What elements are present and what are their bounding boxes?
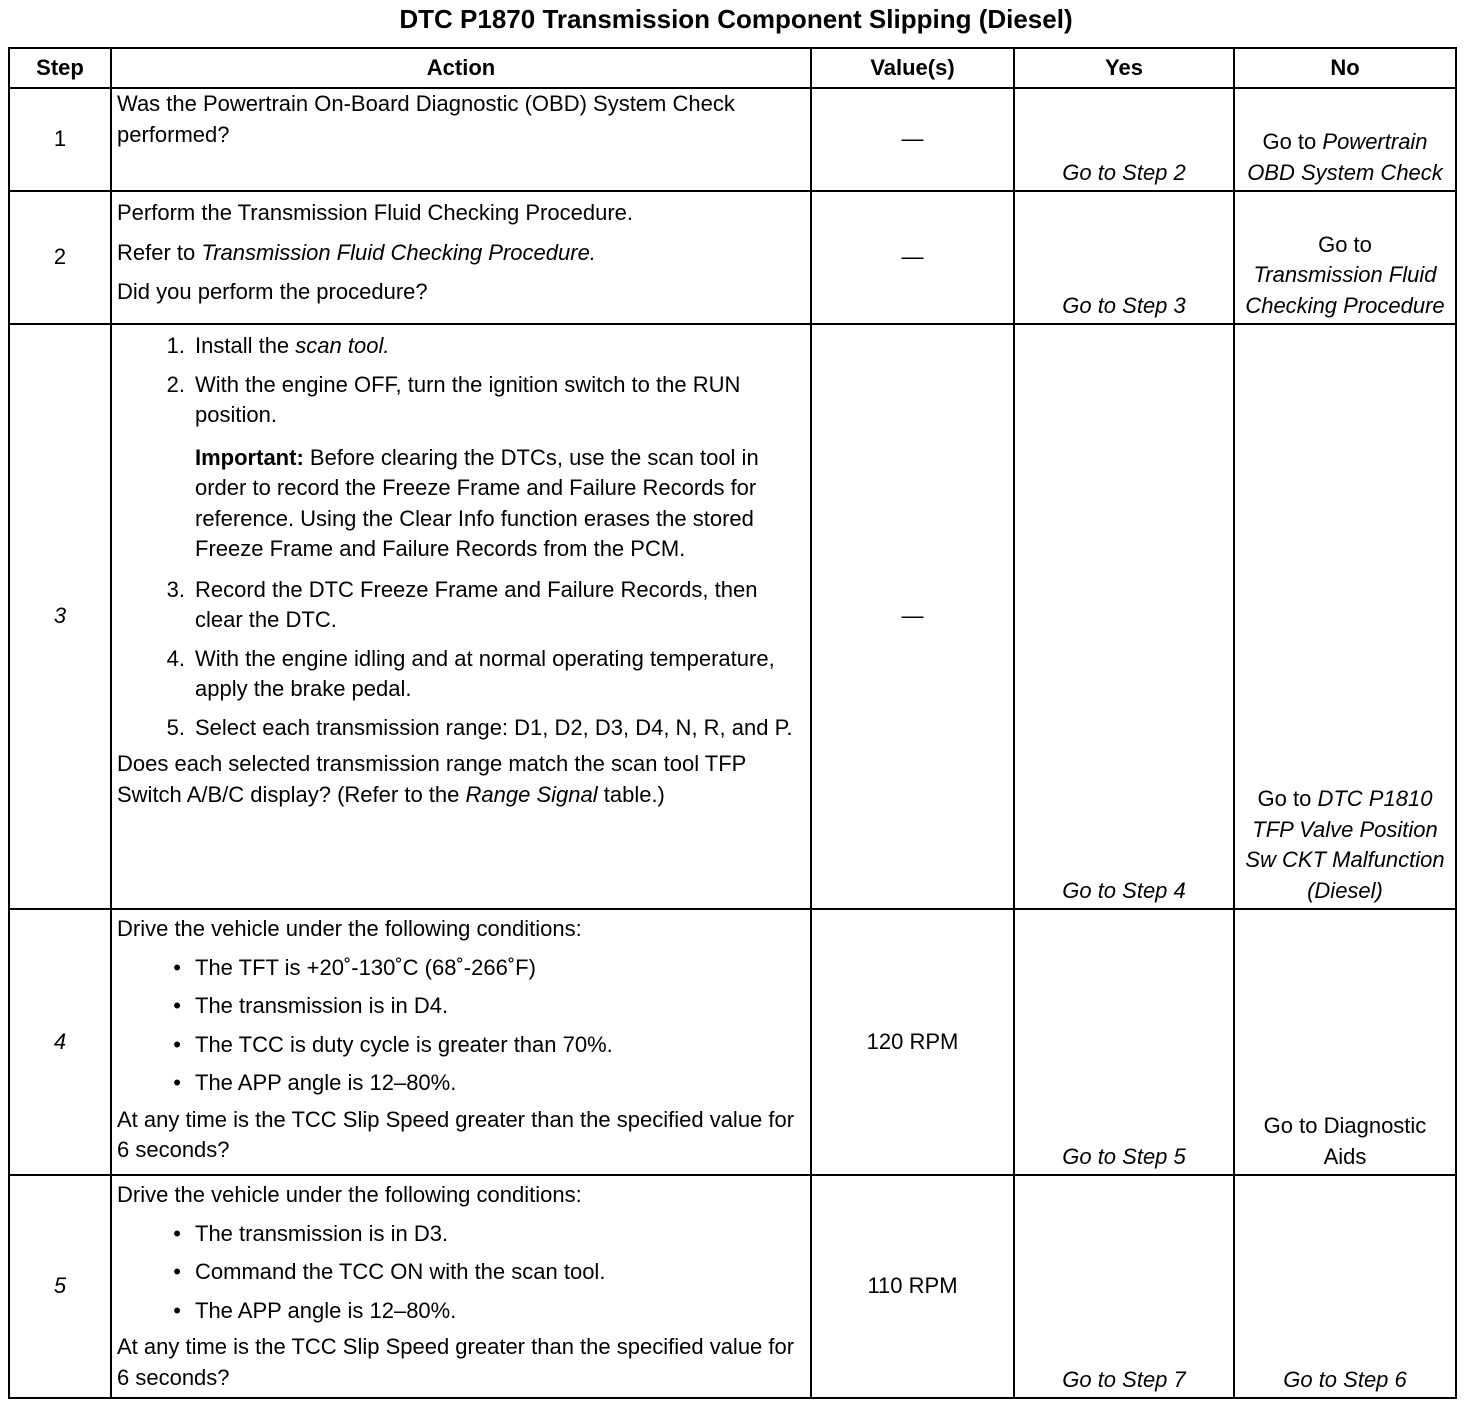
list-item: 1. Install the scan tool. <box>166 333 390 358</box>
action-cell <box>111 88 811 191</box>
list-item: 4. With the engine idling and at normal operating temperature, apply the brake pedal. <box>166 645 775 701</box>
header-action: Action <box>111 48 811 88</box>
reference-prefix: Refer to <box>117 239 196 265</box>
action-text: Was the Powertrain On-Board Diagnostic (OBD) System Check performed? <box>117 91 735 147</box>
list-item: • The TCC is duty cycle is greater than 70%. <box>173 1031 613 1057</box>
range-signal-link: Range Signal <box>465 781 598 807</box>
important-text: Before clearing the DTCs, use the scan tool in order to record the Freeze Frame and Failure Records for reference. Using the Clear Info function erases the stored Freeze Frame and Failure Records from the PCM. <box>195 444 759 561</box>
no-cell <box>1234 88 1456 191</box>
action-question: Does each selected transmission range match the scan tool TFP Switch A/B/C display? (Refer to the Range Signal table.) <box>117 751 746 807</box>
list-item: • The TFT is +20˚-130˚C (68˚-266˚F) <box>173 954 536 980</box>
table-row <box>9 191 1456 324</box>
document-title: DTC P1870 Transmission Component Slipping (Diesel) <box>399 4 1073 34</box>
value-cell: — <box>811 88 1014 191</box>
value-cell: — <box>811 324 1014 909</box>
action-text: Perform the Transmission Fluid Checking Procedure. <box>117 200 633 225</box>
important-note <box>195 443 805 565</box>
list-item: • The transmission is in D3. <box>173 1220 449 1246</box>
reference-link: Transmission Fluid Checking Procedure. <box>201 239 596 265</box>
header-no: No <box>1234 48 1456 88</box>
list-item: • The transmission is in D4. <box>173 993 449 1018</box>
yes-cell: Go to Step 3 <box>1014 191 1234 324</box>
action-cell <box>111 191 811 324</box>
value-cell: 120 RPM <box>811 909 1014 1175</box>
yes-cell: Go to Step 5 <box>1014 909 1234 1175</box>
list-item: 2. With the engine OFF, turn the ignition switch to the RUN position. <box>166 371 741 427</box>
list-item: • The APP angle is 12–80%. <box>173 1070 457 1095</box>
action-question: At any time is the TCC Slip Speed greater than the specified value for 6 seconds? <box>117 1106 795 1162</box>
action-question: Did you perform the procedure? <box>117 279 428 304</box>
value-cell: — <box>811 191 1014 324</box>
no-prefix: Go to <box>1262 129 1317 154</box>
table-row <box>9 1175 1456 1398</box>
table-row <box>9 324 1456 909</box>
action-reference <box>117 238 805 269</box>
conditions-intro: Drive the vehicle under the following conditions: <box>117 1182 582 1207</box>
no-cell: Go to Step 6 <box>1234 1175 1456 1398</box>
header-step: Step <box>9 48 111 88</box>
yes-cell: Go to Step 7 <box>1014 1175 1234 1398</box>
header-row <box>9 48 1456 88</box>
step-number: 5 <box>9 1175 111 1398</box>
action-question: At any time is the TCC Slip Speed greater than the specified value for 6 seconds? <box>117 1334 795 1390</box>
no-cell: Go to Diagnostic Aids <box>1234 909 1456 1175</box>
no-link: Powertrain OBD System Check <box>1247 129 1443 185</box>
no-prefix: Go to <box>1318 231 1372 257</box>
list-item: 3. Record the DTC Freeze Frame and Failure Records, then clear the DTC. <box>166 576 758 632</box>
action-cell <box>111 1175 811 1398</box>
action-cell <box>111 324 811 909</box>
yes-cell: Go to Step 4 <box>1014 324 1234 909</box>
important-label: Important: <box>195 444 304 470</box>
no-link: Transmission Fluid Checking Procedure <box>1245 262 1445 318</box>
header-values: Value(s) <box>811 48 1014 88</box>
diagnostic-table <box>8 47 1457 1399</box>
no-cell <box>1234 324 1456 909</box>
header-yes: Yes <box>1014 48 1234 88</box>
step-number: 2 <box>9 191 111 324</box>
step-number: 3 <box>9 324 111 909</box>
list-item: • The APP angle is 12–80%. <box>173 1297 457 1323</box>
no-cell <box>1234 191 1456 324</box>
list-item: • Command the TCC ON with the scan tool. <box>173 1259 606 1284</box>
value-cell: 110 RPM <box>811 1175 1014 1398</box>
step-number: 4 <box>9 909 111 1175</box>
no-link: DTC P1810 TFP Valve Position Sw CKT Malfunction (Diesel) <box>1245 786 1445 903</box>
no-prefix: Go to <box>1257 786 1312 811</box>
conditions-intro: Drive the vehicle under the following conditions: <box>117 916 582 941</box>
yes-cell: Go to Step 2 <box>1014 88 1234 191</box>
action-cell <box>111 909 811 1175</box>
scan-tool-link: scan tool. <box>295 333 390 358</box>
list-item: 5. Select each transmission range: D1, D2, D3, D4, N, R, and P. <box>166 714 793 740</box>
step-number: 1 <box>9 88 111 191</box>
table-row <box>9 909 1456 1175</box>
table-row <box>9 88 1456 191</box>
